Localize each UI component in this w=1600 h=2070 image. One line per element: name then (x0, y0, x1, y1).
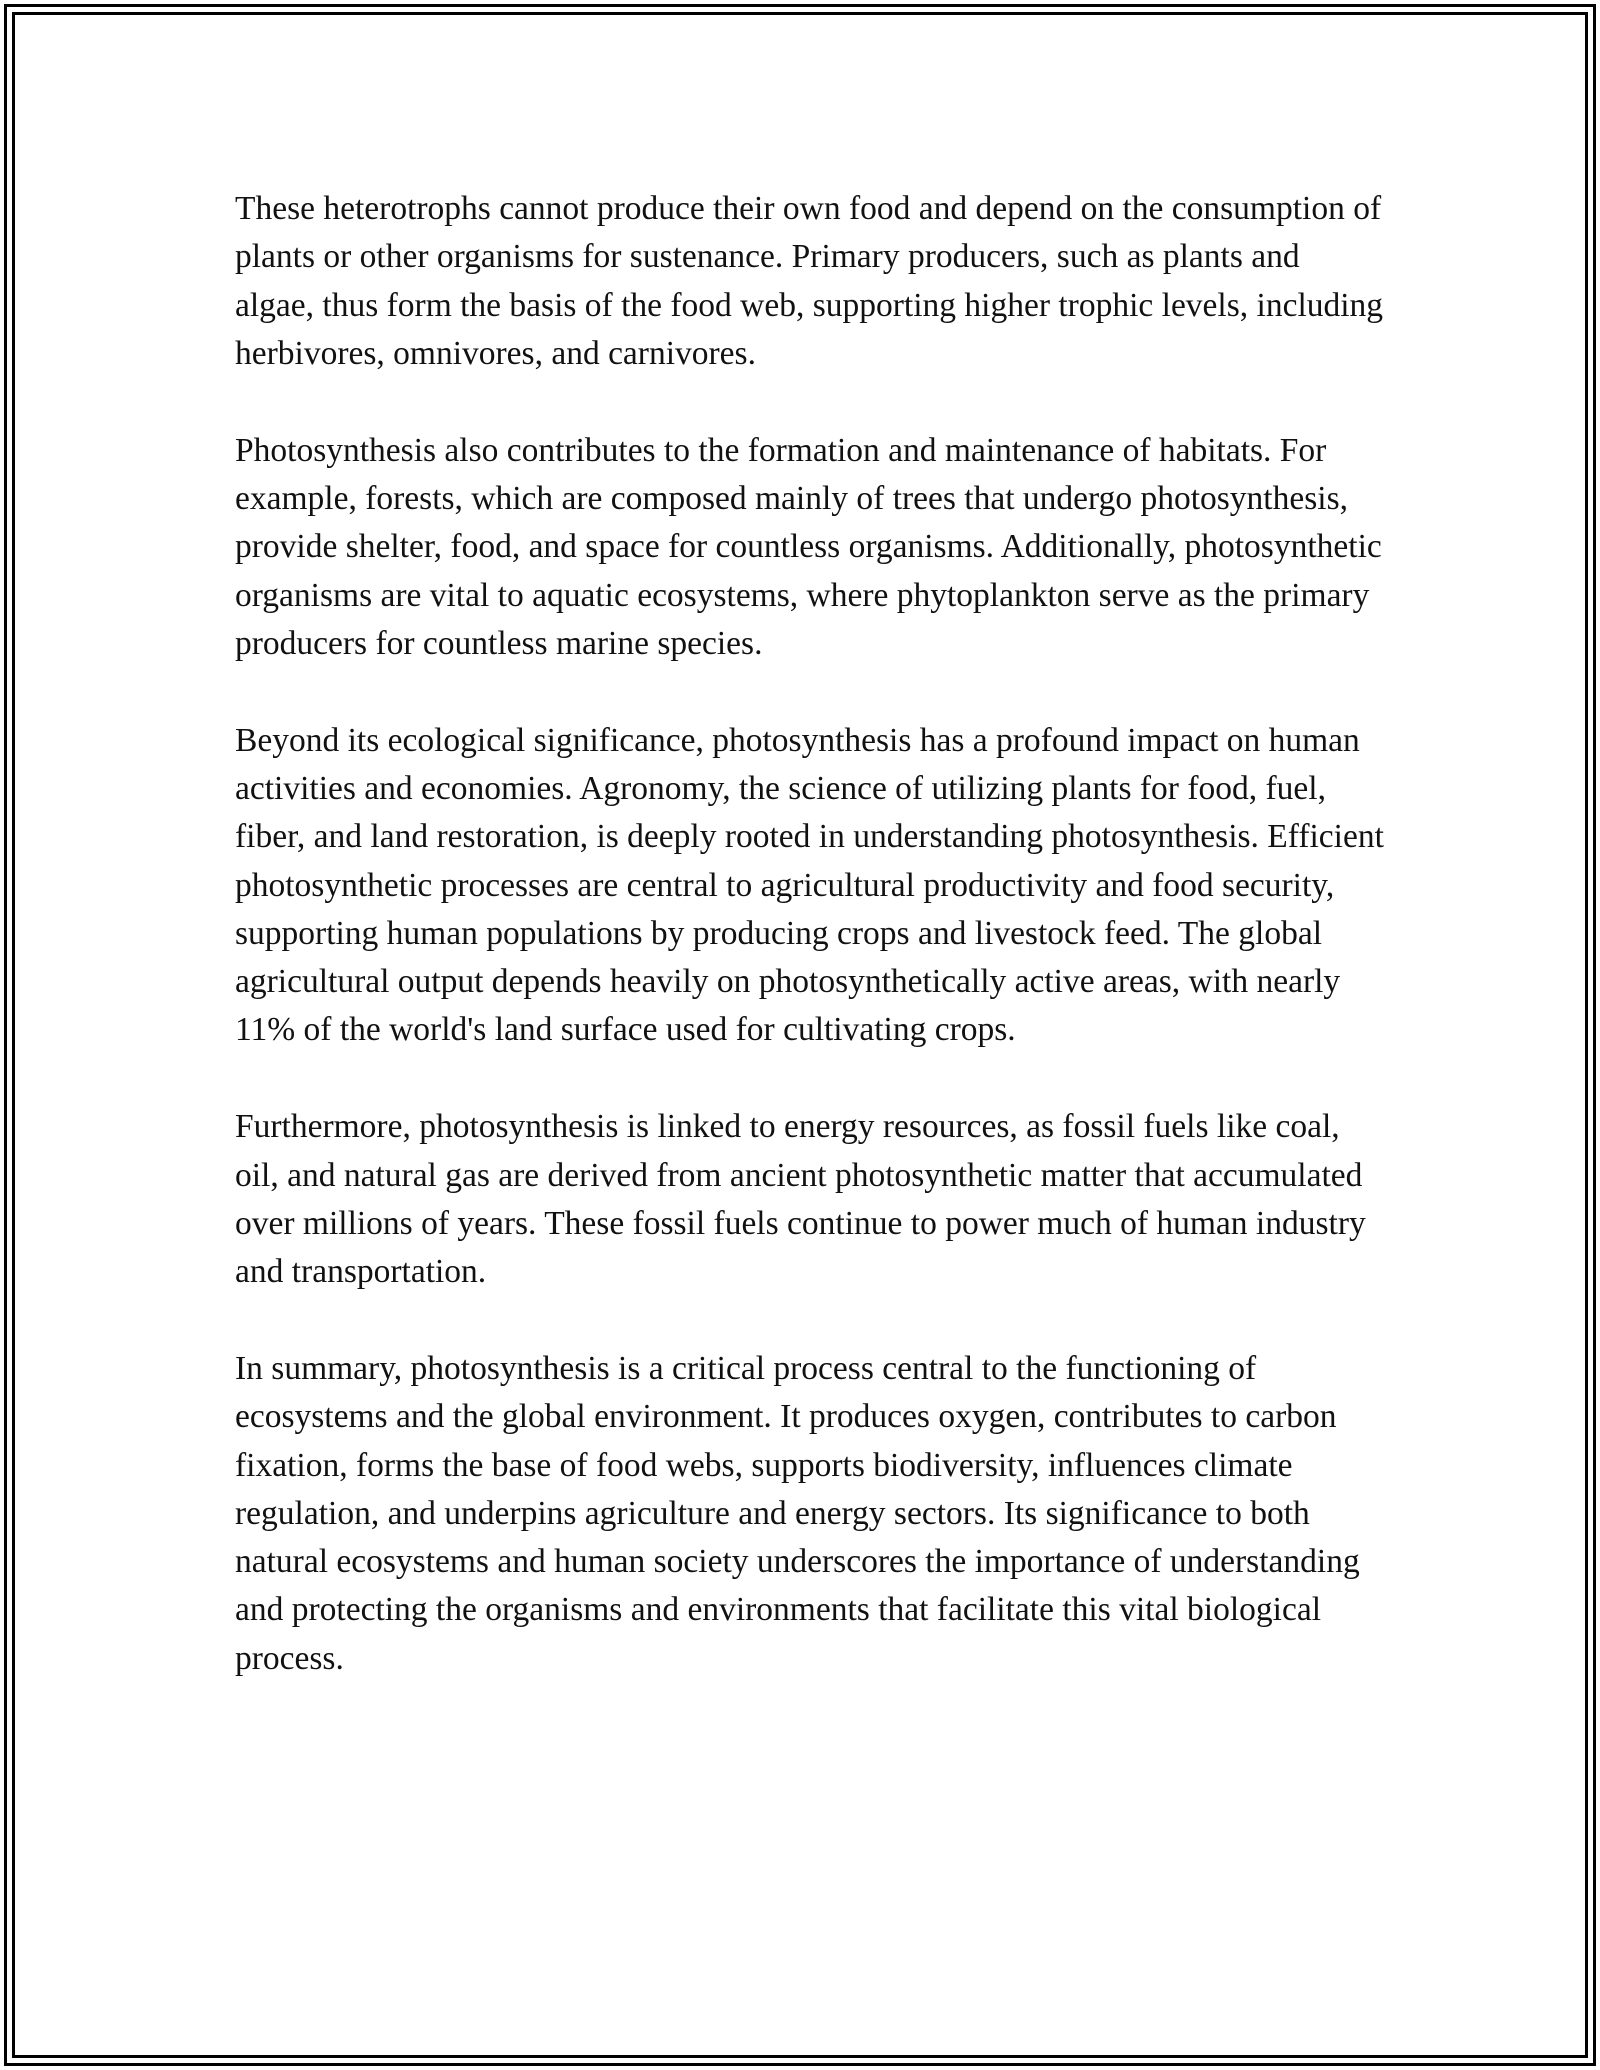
paragraph-heterotrophs: These heterotrophs cannot produce their own food and depend on the consumption of plants or other organisms for sustenance. Primary producers, such as plants and algae, thus form the basis of the food web, supporting higher trophic levels, including herbivores, omnivores, and carnivores. (235, 190, 1384, 372)
paragraph-human-activities: Beyond its ecological significance, photosynthesis has a profound impact on human activities and economies. Agronomy, the science of utilizing plants for food, fuel, fiber, and land restoration, is deeply rooted in understanding photosynthesis. Efficient photosynthetic processes are central to agricultural productivity and food security, supporting human populations by producing crops and livestock feed. The global agricultural output depends heavily on photosynthetically active areas, with nearly 11% of the world's land surface used for cultivating crops. (235, 721, 1384, 1049)
paragraph-habitats: Photosynthesis also contributes to the formation and maintenance of habitats. For example, forests, which are composed mainly of trees that undergo photosynthesis, provide shelter, food, and space for countless organisms. Additionally, photosynthetic organisms are vital to aquatic ecosystems, where phytoplankton serve as the primary producers for countless marine species. (235, 431, 1382, 662)
paragraph-summary: In summary, photosynthesis is a critical process central to the functioning of ecosystems and the global environment. It produces oxygen, contributes to carbon fixation, forms the base of food webs, supports biodiversity, influences climate regulation, and underpins agriculture and energy sectors. Its significance to both natural ecosystems and human society underscores the importance of understanding and protecting the organisms and environments that facilitate this vital biological process. (235, 1349, 1360, 1677)
paragraph-energy-resources: Furthermore, photosynthesis is linked to energy resources, as fossil fuels like coal, oil, and natural gas are derived from ancient photosynthetic matter that accumulated over millions of years. These fossil fuels continue to power much of human industry and transportation. (235, 1108, 1366, 1291)
document-body (235, 185, 1385, 1683)
